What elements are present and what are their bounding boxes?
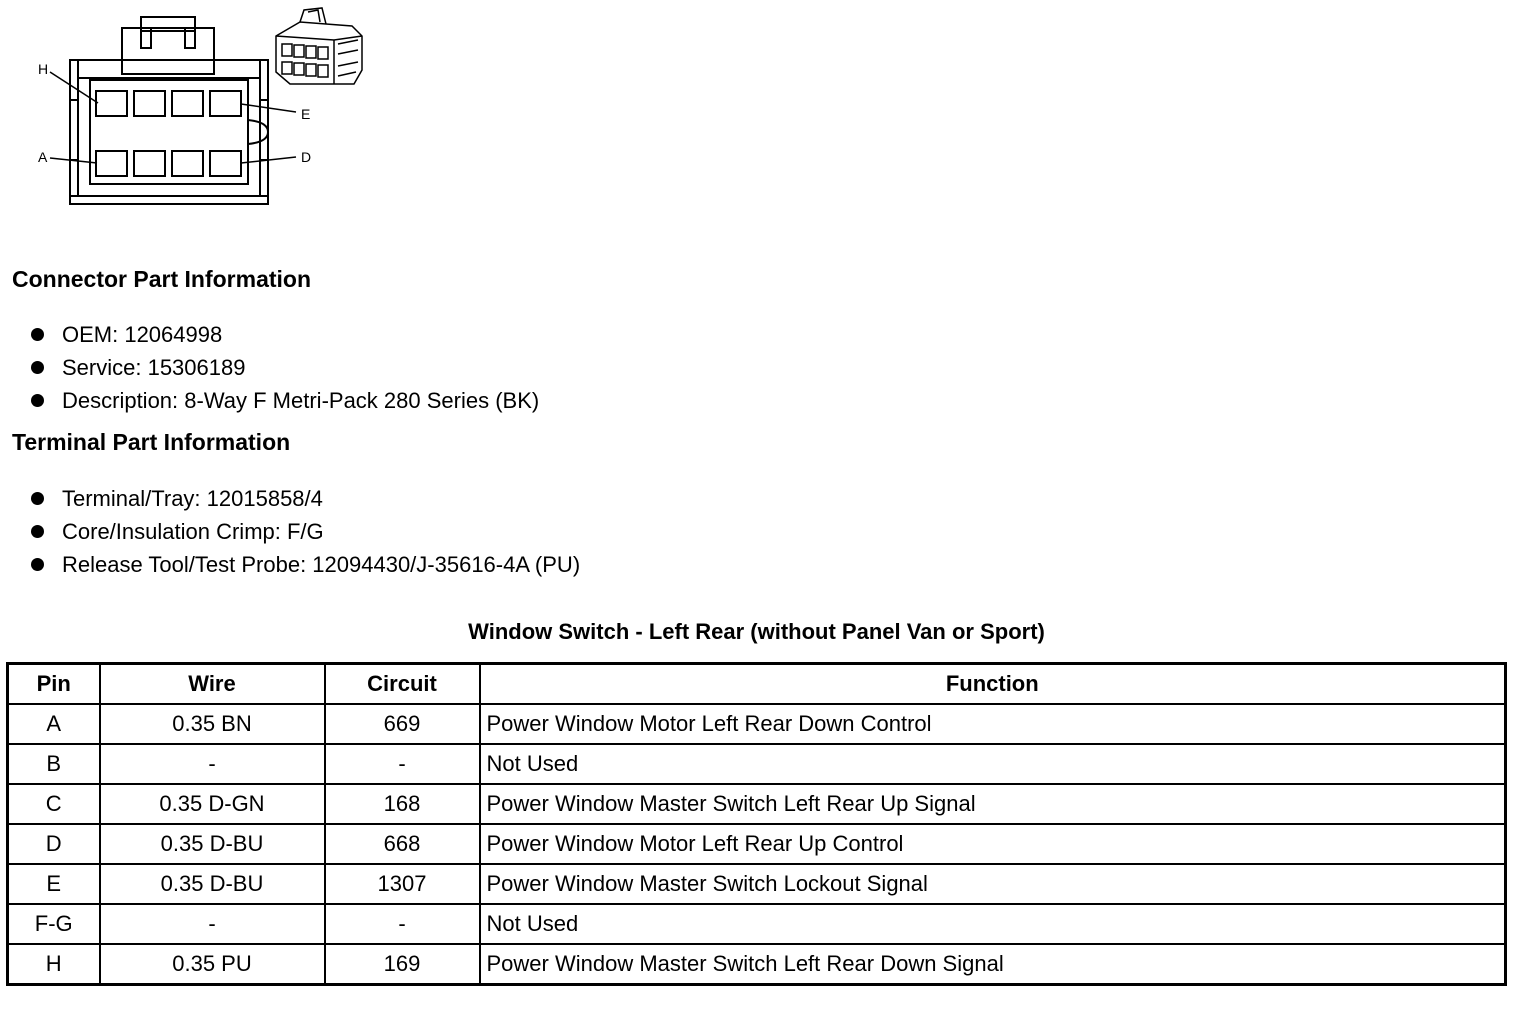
cell-circuit: 169 <box>325 944 480 985</box>
header-wire: Wire <box>100 664 325 705</box>
cell-pin: F-G <box>8 904 100 944</box>
cell-pin: D <box>8 824 100 864</box>
cell-function: Power Window Master Switch Lockout Signal <box>480 864 1506 904</box>
list-item: Core/Insulation Crimp: F/G <box>28 515 580 548</box>
table-row <box>8 704 1506 744</box>
header-pin: Pin <box>8 664 100 705</box>
pinout-table <box>6 662 1507 986</box>
cell-function: Power Window Motor Left Rear Down Control <box>480 704 1506 744</box>
list-item: Description: 8-Way F Metri-Pack 280 Series (BK) <box>28 384 539 417</box>
list-item: Terminal/Tray: 12015858/4 <box>28 482 580 515</box>
connector-part-info-title: Connector Part Information <box>12 266 312 292</box>
cell-function: Power Window Master Switch Left Rear Down Signal <box>480 944 1506 985</box>
cell-circuit: 1307 <box>325 864 480 904</box>
table-title: Window Switch - Left Rear (without Panel Van or Sport) <box>468 619 1045 644</box>
header-circuit: Circuit <box>325 664 480 705</box>
cell-wire: 0.35 BN <box>100 704 325 744</box>
cell-wire: - <box>100 744 325 784</box>
cell-pin: C <box>8 784 100 824</box>
terminal-part-info-title: Terminal Part Information <box>12 429 291 455</box>
list-item: Release Tool/Test Probe: 12094430/J-35616-4A (PU) <box>28 548 580 581</box>
cell-circuit: 168 <box>325 784 480 824</box>
table-row <box>8 744 1506 784</box>
pin-label-a: A <box>38 149 48 165</box>
cell-wire: 0.35 D-BU <box>100 824 325 864</box>
connector-part-info-list <box>28 318 539 417</box>
cell-wire: 0.35 PU <box>100 944 325 985</box>
header-function: Function <box>480 664 1506 705</box>
pin-label-e: E <box>301 106 311 122</box>
cell-pin: H <box>8 944 100 985</box>
cell-pin: B <box>8 744 100 784</box>
table-row <box>8 824 1506 864</box>
table-header-row <box>8 664 1506 705</box>
cell-circuit: - <box>325 904 480 944</box>
terminal-part-info-list <box>28 482 580 581</box>
connector-iso-view <box>276 8 362 84</box>
cell-pin: E <box>8 864 100 904</box>
table-row <box>8 864 1506 904</box>
table-row <box>8 784 1506 824</box>
list-item: OEM: 12064998 <box>28 318 539 351</box>
cell-wire: - <box>100 904 325 944</box>
cell-wire: 0.35 D-BU <box>100 864 325 904</box>
cell-pin: A <box>8 704 100 744</box>
table-row <box>8 904 1506 944</box>
list-item: Service: 15306189 <box>28 351 539 384</box>
cell-function: Not Used <box>480 744 1506 784</box>
pin-label-d: D <box>301 149 312 165</box>
table-row <box>8 944 1506 985</box>
connector-diagram <box>0 0 380 215</box>
cell-function: Power Window Master Switch Left Rear Up Signal <box>480 784 1506 824</box>
cell-circuit: 668 <box>325 824 480 864</box>
cell-wire: 0.35 D-GN <box>100 784 325 824</box>
cell-function: Not Used <box>480 904 1506 944</box>
pin-label-h: H <box>38 61 49 77</box>
cell-function: Power Window Motor Left Rear Up Control <box>480 824 1506 864</box>
cell-circuit: - <box>325 744 480 784</box>
cell-circuit: 669 <box>325 704 480 744</box>
